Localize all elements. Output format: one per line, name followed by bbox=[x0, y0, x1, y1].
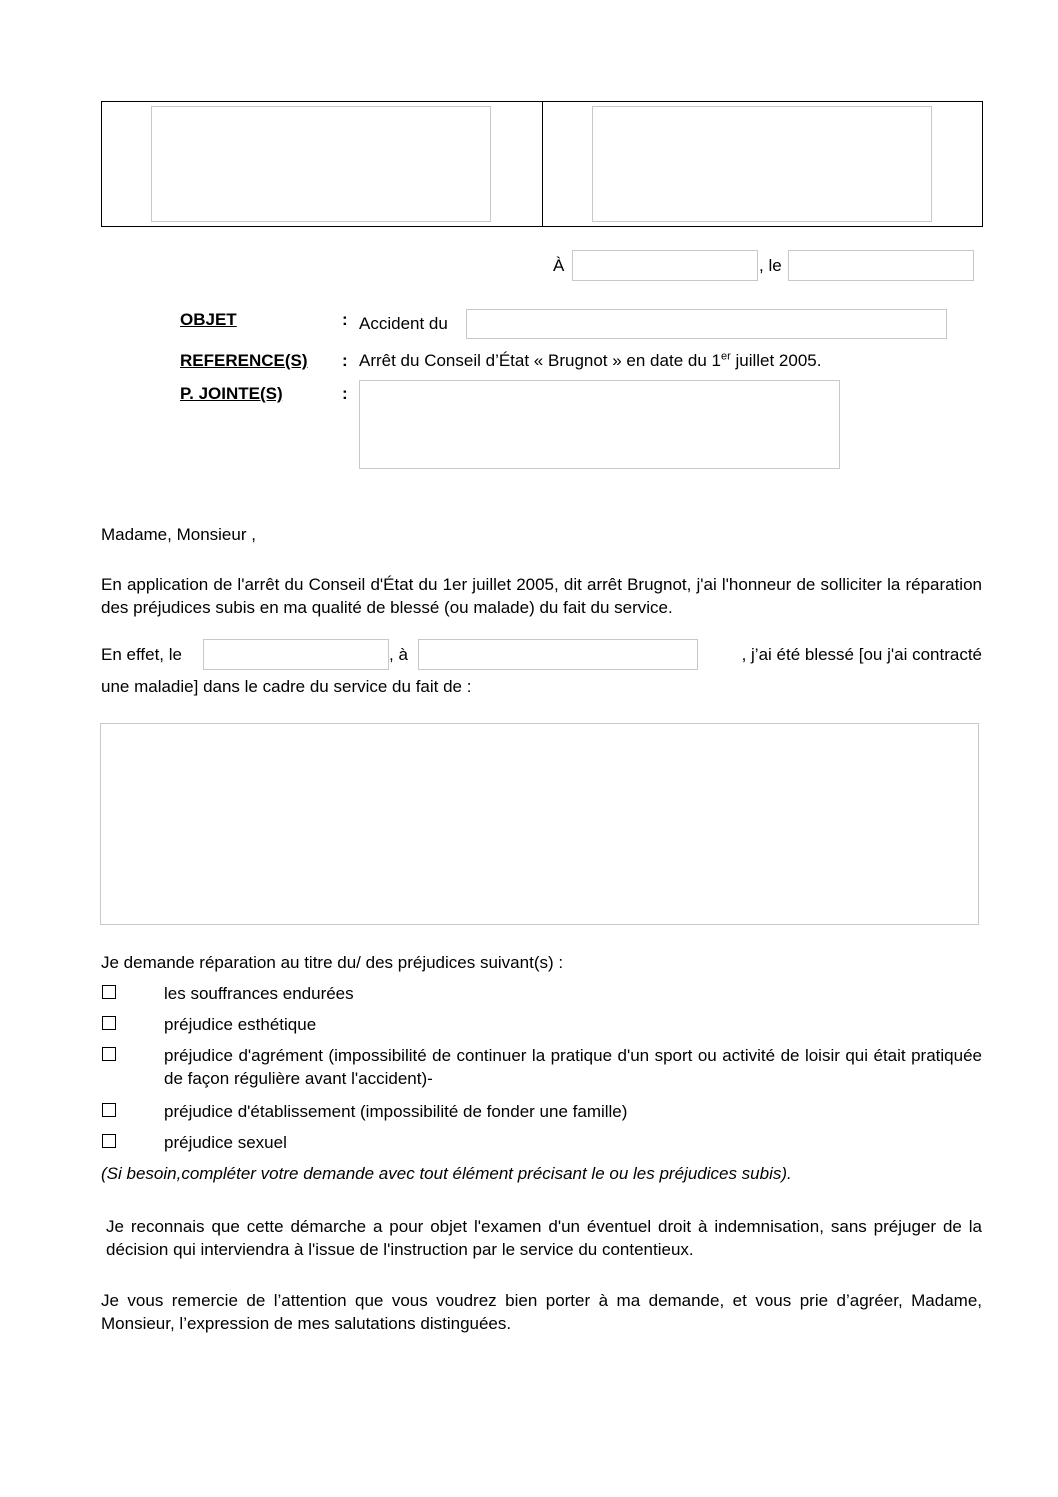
remercie-paragraph: Je vous remercie de l’attention que vous voudrez bien porter à ma demande, et vous prie d’agréer, Madame, Monsieur, l’expression de mes salutations distinguées. bbox=[101, 1291, 982, 1333]
reconnais-paragraph: Je reconnais que cette démarche a pour objet l'examen d'un éventuel droit à indemnisation, sans préjuger de la décision qui interviendra à l'issue de l'instruction par le service du contentieux. bbox=[106, 1217, 982, 1259]
checkbox-agrement[interactable] bbox=[102, 1047, 116, 1061]
references-label: REFERENCE(S) bbox=[180, 351, 308, 370]
objet-label: OBJET bbox=[180, 310, 237, 329]
checkbox-souffrances[interactable] bbox=[102, 985, 116, 999]
checkbox-etablissement[interactable] bbox=[102, 1103, 116, 1117]
prejudice-label: préjudice sexuel bbox=[164, 1133, 287, 1152]
references-colon: : bbox=[342, 351, 348, 370]
checkbox-sexuel[interactable] bbox=[102, 1134, 116, 1148]
date-field[interactable] bbox=[788, 250, 974, 281]
intro-paragraph: En application de l'arrêt du Conseil d'État du 1er juillet 2005, dit arrêt Brugnot, j'ai l'honneur de solliciter la réparation des préjudices subis en ma qualité de blessé (ou malade) du fait du service. bbox=[101, 575, 982, 617]
prejudices-intro: Je demande réparation au titre du/ des préjudices suivant(s) : bbox=[101, 953, 564, 972]
circumstances-field[interactable] bbox=[100, 723, 979, 925]
pieces-jointes-field[interactable] bbox=[359, 380, 840, 469]
references-text-before: Arrêt du Conseil d’État « Brugnot » en date du 1 bbox=[359, 351, 721, 370]
objet-colon: : bbox=[342, 310, 348, 329]
accident-date-field[interactable] bbox=[466, 309, 947, 339]
references-text-sup: er bbox=[720, 350, 731, 363]
date-label: , le bbox=[759, 256, 782, 275]
en-effet-prefix: En effet, le bbox=[101, 645, 182, 664]
en-effet-sep: , à bbox=[389, 645, 408, 664]
place-label: À bbox=[553, 256, 565, 275]
prejudice-label: préjudice esthétique bbox=[164, 1015, 317, 1034]
en-effet-suffix: , j’ai été blessé [ou j'ai contracté bbox=[741, 645, 982, 664]
prejudice-label: préjudice d'agrément (impossibilité de continuer la pratique d'un sport ou activité de loisir qui était pratiquée de façon régulière avant l'accident)- bbox=[164, 1046, 982, 1088]
objet-prefix: Accident du bbox=[359, 314, 448, 333]
en-effet-line2: une maladie] dans le cadre du service du fait de : bbox=[101, 677, 472, 696]
prejudice-label: les souffrances endurées bbox=[164, 984, 354, 1003]
checkbox-esthetique[interactable] bbox=[102, 1016, 116, 1030]
references-text-after: juillet 2005. bbox=[730, 351, 822, 370]
incident-date-field[interactable] bbox=[203, 639, 389, 670]
salutation: Madame, Monsieur , bbox=[101, 525, 256, 544]
recipient-box[interactable] bbox=[592, 106, 932, 222]
pieces-jointes-colon: : bbox=[342, 384, 348, 403]
prejudices-note: (Si besoin,compléter votre demande avec tout élément précisant le ou les préjudices subis). bbox=[101, 1164, 792, 1183]
pieces-jointes-label: P. JOINTE(S) bbox=[180, 384, 283, 403]
sender-box[interactable] bbox=[151, 106, 491, 222]
header-divider bbox=[542, 102, 543, 226]
place-field[interactable] bbox=[572, 250, 758, 281]
prejudice-label: préjudice d'établissement (impossibilité de fonder une famille) bbox=[164, 1102, 628, 1121]
incident-place-field[interactable] bbox=[418, 639, 698, 670]
references-text bbox=[359, 351, 821, 371]
